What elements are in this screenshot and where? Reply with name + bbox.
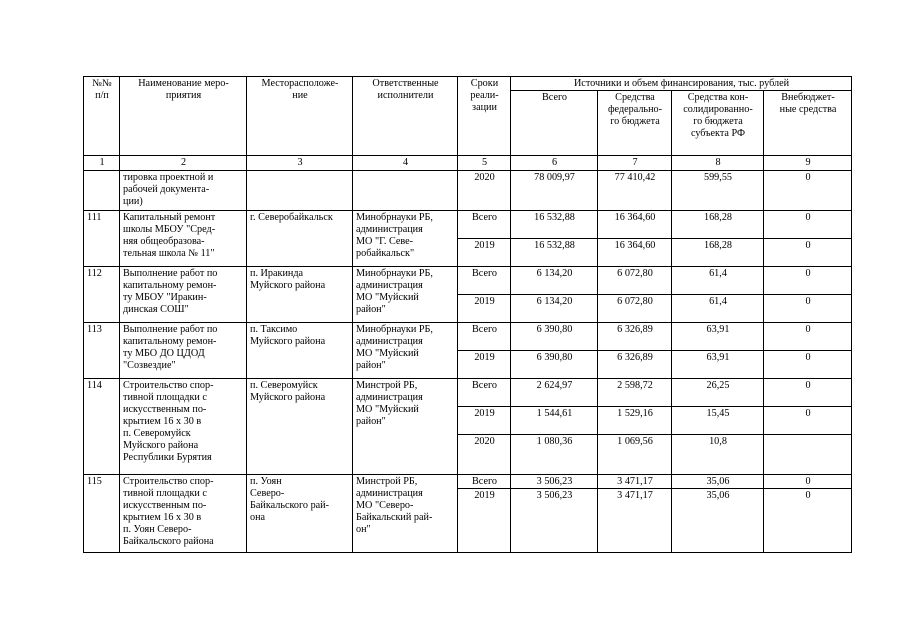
offbudget-cell: 0 bbox=[764, 295, 852, 323]
period-cell: 2019 bbox=[458, 407, 511, 435]
header-executors: Ответственные исполнители bbox=[353, 77, 458, 156]
federal-cell: 16 364,60 bbox=[598, 239, 672, 267]
regional-cell: 63,91 bbox=[672, 351, 764, 379]
federal-cell: 3 471,17 bbox=[598, 489, 672, 553]
total-cell: 78 009,97 bbox=[511, 171, 598, 211]
table-row bbox=[84, 267, 852, 295]
regional-cell: 26,25 bbox=[672, 379, 764, 407]
offbudget-cell: 0 bbox=[764, 239, 852, 267]
total-cell: 3 506,23 bbox=[511, 475, 598, 489]
row-name: Строительство спор- тивной площадки с искусственным по- крытием 16 х 30 в п. Северомуйск Муйского района Республики Бурятия bbox=[120, 379, 247, 475]
regional-cell: 168,28 bbox=[672, 211, 764, 239]
regional-cell: 168,28 bbox=[672, 239, 764, 267]
total-cell: 1 544,61 bbox=[511, 407, 598, 435]
federal-cell: 2 598,72 bbox=[598, 379, 672, 407]
row-executors bbox=[353, 171, 458, 211]
row-number: 114 bbox=[84, 379, 120, 475]
column-number: 6 bbox=[511, 156, 598, 171]
offbudget-cell: 0 bbox=[764, 489, 852, 553]
federal-cell: 6 326,89 bbox=[598, 323, 672, 351]
column-number: 1 bbox=[84, 156, 120, 171]
offbudget-cell: 0 bbox=[764, 171, 852, 211]
row-name: Капитальный ремонт школы МБОУ "Сред- няя общеобразова- тельная школа № 11" bbox=[120, 211, 247, 267]
row-number bbox=[84, 171, 120, 211]
regional-cell: 61,4 bbox=[672, 267, 764, 295]
row-number: 112 bbox=[84, 267, 120, 323]
offbudget-cell: 0 bbox=[764, 267, 852, 295]
total-cell: 1 080,36 bbox=[511, 435, 598, 475]
total-cell: 2 624,97 bbox=[511, 379, 598, 407]
regional-cell: 15,45 bbox=[672, 407, 764, 435]
regional-cell: 10,8 bbox=[672, 435, 764, 475]
federal-cell: 77 410,42 bbox=[598, 171, 672, 211]
regional-cell: 599,55 bbox=[672, 171, 764, 211]
row-executors: Минобрнауки РБ, администрация МО "Муйский район" bbox=[353, 323, 458, 379]
period-cell: 2019 bbox=[458, 489, 511, 553]
offbudget-cell: 0 bbox=[764, 475, 852, 489]
offbudget-cell: 0 bbox=[764, 379, 852, 407]
row-name: Строительство спор- тивной площадки с искусственным по- крытием 16 х 30 в п. Уоян Северо- Байкальского района bbox=[120, 475, 247, 553]
offbudget-cell bbox=[764, 435, 852, 475]
row-executors: Минобрнауки РБ, администрация МО "Муйский район" bbox=[353, 267, 458, 323]
row-location: п. Таксимо Муйского района bbox=[247, 323, 353, 379]
offbudget-cell: 0 bbox=[764, 407, 852, 435]
period-cell: Всего bbox=[458, 323, 511, 351]
header-offbudget: Внебюджет- ные средства bbox=[764, 91, 852, 156]
column-number: 8 bbox=[672, 156, 764, 171]
table-row bbox=[84, 379, 852, 407]
row-name: Выполнение работ по капитальному ремон- ту МБОУ "Иракин- динская СОШ" bbox=[120, 267, 247, 323]
row-executors: Минобрнауки РБ, администрация МО "Г. Севе- робайкальск" bbox=[353, 211, 458, 267]
row-executors: Минстрой РБ, администрация МО "Северо- Байкальский рай- он" bbox=[353, 475, 458, 553]
table-row bbox=[84, 211, 852, 239]
period-cell: Всего bbox=[458, 211, 511, 239]
header-location: Месторасположе- ние bbox=[247, 77, 353, 156]
federal-cell: 3 471,17 bbox=[598, 475, 672, 489]
regional-cell: 35,06 bbox=[672, 489, 764, 553]
total-cell: 6 390,80 bbox=[511, 351, 598, 379]
header-funding: Источники и объем финансирования, тыс. рублей bbox=[511, 77, 852, 91]
row-location bbox=[247, 171, 353, 211]
period-cell: Всего bbox=[458, 475, 511, 489]
federal-cell: 6 326,89 bbox=[598, 351, 672, 379]
federal-cell: 1 529,16 bbox=[598, 407, 672, 435]
row-number: 111 bbox=[84, 211, 120, 267]
row-executors: Минстрой РБ, администрация МО "Муйский район" bbox=[353, 379, 458, 475]
header-regional: Средства кон- солидированно- го бюджета субъекта РФ bbox=[672, 91, 764, 156]
regional-cell: 63,91 bbox=[672, 323, 764, 351]
period-cell: 2020 bbox=[458, 171, 511, 211]
offbudget-cell: 0 bbox=[764, 211, 852, 239]
table-row bbox=[84, 171, 852, 211]
table-row bbox=[84, 323, 852, 351]
row-location: п. Северомуйск Муйского района bbox=[247, 379, 353, 475]
federal-cell: 6 072,80 bbox=[598, 295, 672, 323]
total-cell: 6 134,20 bbox=[511, 295, 598, 323]
total-cell: 16 532,88 bbox=[511, 239, 598, 267]
offbudget-cell: 0 bbox=[764, 351, 852, 379]
federal-cell: 6 072,80 bbox=[598, 267, 672, 295]
period-cell: Всего bbox=[458, 267, 511, 295]
column-numbers-row bbox=[84, 156, 852, 171]
column-number: 2 bbox=[120, 156, 247, 171]
column-number: 5 bbox=[458, 156, 511, 171]
total-cell: 3 506,23 bbox=[511, 489, 598, 553]
period-cell: 2020 bbox=[458, 435, 511, 475]
column-number: 7 bbox=[598, 156, 672, 171]
period-cell: Всего bbox=[458, 379, 511, 407]
total-cell: 16 532,88 bbox=[511, 211, 598, 239]
total-cell: 6 390,80 bbox=[511, 323, 598, 351]
period-cell: 2019 bbox=[458, 239, 511, 267]
column-number: 3 bbox=[247, 156, 353, 171]
regional-cell: 35,06 bbox=[672, 475, 764, 489]
total-cell: 6 134,20 bbox=[511, 267, 598, 295]
federal-cell: 16 364,60 bbox=[598, 211, 672, 239]
row-name: тировка проектной и рабочей документа- ции) bbox=[120, 171, 247, 211]
offbudget-cell: 0 bbox=[764, 323, 852, 351]
column-number: 9 bbox=[764, 156, 852, 171]
column-number: 4 bbox=[353, 156, 458, 171]
row-name: Выполнение работ по капитальному ремон- ту МБО ДО ЦДОД "Созвездие" bbox=[120, 323, 247, 379]
row-number: 113 bbox=[84, 323, 120, 379]
header-total: Всего bbox=[511, 91, 598, 156]
header-federal: Средства федерально- го бюджета bbox=[598, 91, 672, 156]
header-period: Сроки реали- зации bbox=[458, 77, 511, 156]
federal-cell: 1 069,56 bbox=[598, 435, 672, 475]
row-number: 115 bbox=[84, 475, 120, 553]
period-cell: 2019 bbox=[458, 351, 511, 379]
regional-cell: 61,4 bbox=[672, 295, 764, 323]
financing-table bbox=[83, 76, 852, 553]
period-cell: 2019 bbox=[458, 295, 511, 323]
row-location: г. Северобайкальск bbox=[247, 211, 353, 267]
row-location: п. Уоян Северо- Байкальского рай- она bbox=[247, 475, 353, 553]
header-name: Наименование меро- приятия bbox=[120, 77, 247, 156]
table-row bbox=[84, 475, 852, 489]
row-location: п. Иракинда Муйского района bbox=[247, 267, 353, 323]
header-number: №№ п/п bbox=[84, 77, 120, 156]
